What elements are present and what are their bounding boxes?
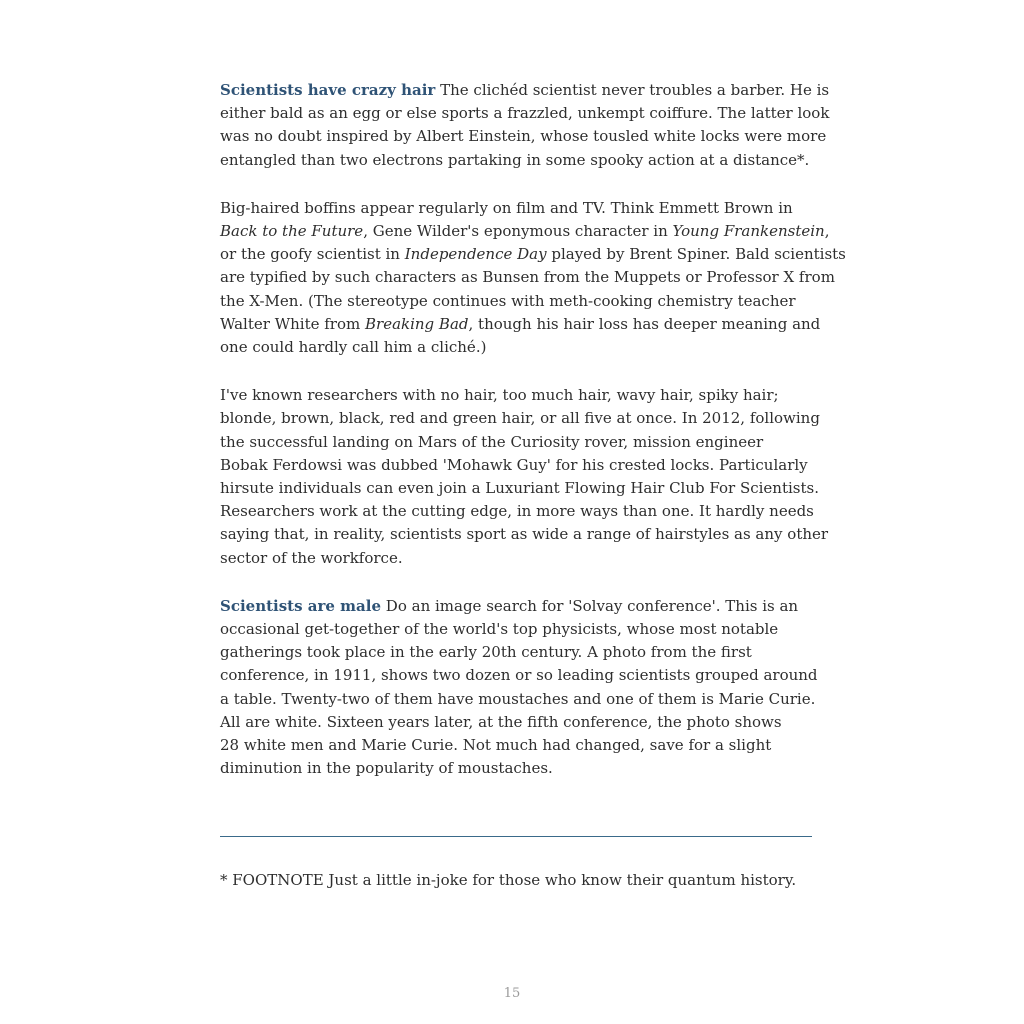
text-line-fragment: , <box>824 222 830 241</box>
text-line <box>220 220 830 243</box>
text-line-fragment: Walter White from <box>220 314 365 333</box>
text-line <box>220 313 821 336</box>
text-line: diminution in the popularity of moustaches. <box>220 759 553 778</box>
article-body <box>220 79 846 805</box>
section-lead-crazy-hair: Scientists have crazy hair <box>220 81 436 99</box>
text-line: gatherings took place in the early 20th century. A photo from the first <box>220 643 752 662</box>
paragraph-scientists-male <box>220 595 818 781</box>
text-line: the X-Men. (The stereotype continues with meth-cooking chemistry teacher <box>220 291 796 310</box>
tv-show-title: Breaking Bad <box>365 314 469 333</box>
text-line: either bald as an egg or else sports a frazzled, unkempt coiffure. The latter look <box>220 104 830 123</box>
section-lead-male: Scientists are male <box>220 596 382 615</box>
text-line: occasional get-together of the world's top physicists, whose most notable <box>220 620 779 639</box>
footnote-divider <box>220 836 812 837</box>
paragraph-big-haired-boffins <box>220 197 846 359</box>
text-line: one could hardly call him a cliché.) <box>220 338 487 357</box>
text-line: was no doubt inspired by Albert Einstein, whose tousled white locks were more <box>220 127 827 146</box>
text-line-fragment: , though his hair loss has deeper meaning and <box>468 314 821 333</box>
text-line-fragment: Do an image search for 'Solvay conference'. This is an <box>385 596 799 615</box>
text-line: conference, in 1911, shows two dozen or so leading scientists grouped around <box>220 666 818 685</box>
text-line-fragment: or the goofy scientist in <box>220 245 405 264</box>
text-line: a table. Twenty-two of them have moustaches and one of them is Marie Curie. <box>220 689 816 708</box>
text-line: All are white. Sixteen years later, at the fifth conference, the photo shows <box>220 712 782 731</box>
text-line <box>220 243 846 266</box>
text-line-fragment: The clichéd scientist never troubles a barber. He is <box>440 81 830 99</box>
text-line <box>220 79 830 102</box>
text-line: entangled than two electrons partaking in some spooky action at a distance*. <box>220 150 810 169</box>
paragraph-crazy-hair <box>220 79 830 172</box>
text-line <box>220 595 810 618</box>
text-line: 28 white men and Marie Curie. Not much had changed, save for a slight <box>220 736 772 755</box>
film-title: Back to the Future <box>220 222 364 241</box>
paragraph-researchers-hair <box>220 384 829 570</box>
text-line: saying that, in reality, scientists sport as wide a range of hairstyles as any other <box>220 525 829 544</box>
text-line: Bobak Ferdowsi was dubbed 'Mohawk Guy' for his crested locks. Particularly <box>220 455 808 474</box>
text-line: are typified by such characters as Bunsen from the Muppets or Professor X from <box>220 268 835 287</box>
text-line: blonde, brown, black, red and green hair, or all five at once. In 2012, following <box>220 409 820 428</box>
text-line-fragment: played by Brent Spiner. Bald scientists <box>546 245 846 264</box>
footnote: * FOOTNOTE Just a little in-joke for those who know their quantum history. <box>220 871 797 889</box>
page-number: 15 <box>503 986 521 1001</box>
text-line: Big-haired boffins appear regularly on film and TV. Think Emmett Brown in <box>220 198 793 217</box>
text-line: the successful landing on Mars of the Curiosity rover, mission engineer <box>220 432 764 451</box>
text-line: hirsute individuals can even join a Luxuriant Flowing Hair Club For Scientists. <box>220 479 819 498</box>
text-line: sector of the workforce. <box>220 548 403 567</box>
text-line: I've known researchers with no hair, too much hair, wavy hair, spiky hair; <box>220 386 779 405</box>
film-title: Young Frankenstein <box>672 222 825 241</box>
text-line-fragment: , Gene Wilder's eponymous character in <box>363 222 673 241</box>
film-title: Independence Day <box>404 245 547 264</box>
text-line: Researchers work at the cutting edge, in more ways than one. It hardly needs <box>220 502 814 521</box>
